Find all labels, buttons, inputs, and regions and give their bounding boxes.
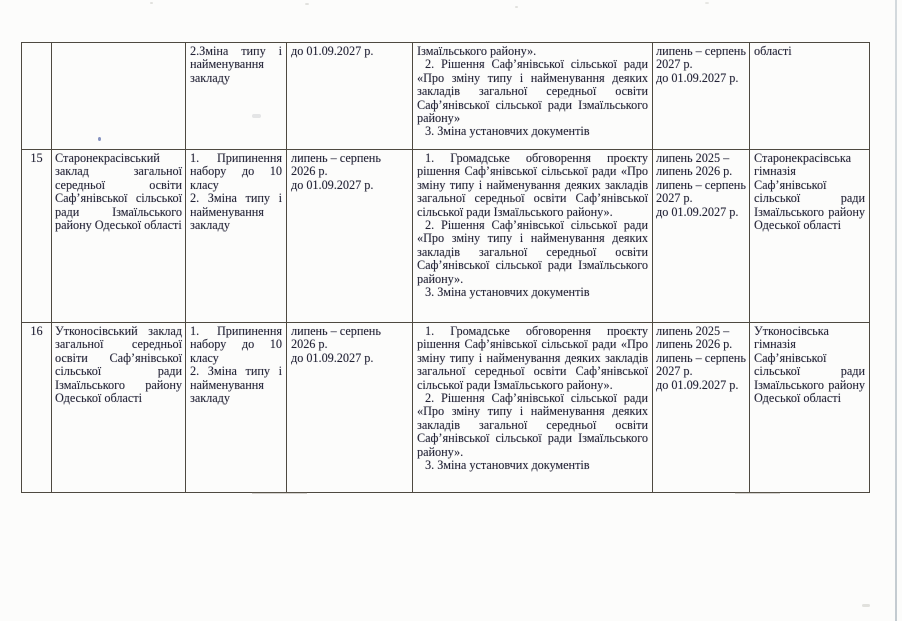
action-item: 1. Припинення набору до 10 класу (190, 151, 282, 192)
date-item: до 01.09.2027 р. (291, 350, 374, 365)
procedure-cell (413, 43, 653, 150)
table-row (22, 323, 870, 493)
date-item: липень – серпень 2027 р. (656, 44, 746, 72)
row-number-cell (22, 323, 52, 493)
actions-cell (186, 43, 287, 150)
date-item: до 01.09.2027 р. (291, 177, 374, 192)
procedure-cell (413, 150, 653, 323)
scan-speck (98, 137, 101, 141)
procedure-item: 2. Рішення Саф’янівської сільської ради «Про зміну типу і найменування деяких закладів загальної середньої освіти Саф’янівської сільської ради Ізмаїльського району» (417, 57, 648, 126)
scan-smudge (862, 604, 870, 607)
school-name: Утконосівський заклад загальної середньої освіти Саф’янівської сільської ради Ізмаїльського району Одеської області (55, 324, 182, 406)
procedure-item: 1. Громадське обговорення проєкту рішення Саф’янівської сільської ради «Про зміну типу і найменування деяких закладів загальної середньої освіти Саф’янівської сільської ради Ізмаїльського району». (417, 151, 648, 219)
result-name: області (754, 44, 792, 58)
date-item: до 01.09.2027 р. (656, 204, 739, 219)
date-item: до 01.09.2027 р. (656, 70, 739, 85)
result-cell (750, 150, 870, 323)
action-item: 2. Зміна типу і найменування закладу (190, 364, 282, 406)
action-dates-cell (287, 43, 413, 150)
schools-reorganization-table (21, 42, 870, 493)
procedure-item: 1. Громадське обговорення проєкту рішення Саф’янівської сільської ради «Про зміну типу і найменування деяких закладів загальної середньої освіти Саф’янівської сільської ради Ізмаїльського району». (417, 324, 648, 392)
procedure-item: 2. Рішення Саф’янівської сільської ради «Про зміну типу і найменування деяких закладів загальної середньої освіти Саф’янівської сільської ради Ізмаїльського району». (417, 391, 648, 459)
result-name: Старонекрасівська гімназія Саф’янівської сільської ради Ізмаїльського району Одеської області (754, 151, 865, 233)
school-name-cell (52, 323, 186, 493)
table-row (22, 43, 870, 150)
date-item: липень – серпень 2026 р. (291, 151, 381, 179)
procedure-cell (413, 323, 653, 493)
row-number: 16 (30, 324, 43, 338)
date-item: липень 2025 – липень 2026 р. (656, 151, 733, 179)
scan-speck (705, 2, 709, 4)
date-item: липень – серпень 2027 р. (656, 177, 746, 206)
procedure-dates-cell (653, 43, 750, 150)
school-name-cell (52, 150, 186, 323)
row-number-cell (22, 43, 52, 150)
date-item: до 01.09.2027 р. (656, 377, 739, 392)
school-name-cell (52, 43, 186, 150)
table-row (22, 150, 870, 323)
scan-smudge (252, 114, 261, 118)
date-item: липень – серпень 2026 р. (291, 324, 381, 352)
procedure-item: Ізмаїльського району». (417, 44, 537, 58)
action-dates-cell (287, 323, 413, 493)
actions-cell (186, 150, 287, 323)
date-item: липень – серпень 2027 р. (656, 350, 746, 379)
scan-speck (150, 2, 153, 4)
school-name: Старонекрасівський заклад загальної середньої освіти Саф’янівської сільської ради Ізмаїльського району Одеської області (55, 151, 182, 233)
procedure-item: 3. Зміна установчих документів (425, 124, 590, 139)
result-cell (750, 43, 870, 150)
row-number-cell (22, 150, 52, 323)
scan-smudge (252, 492, 307, 494)
date-item: до 01.09.2027 р. (291, 44, 374, 58)
date-item: липень 2025 – липень 2026 р. (656, 324, 733, 352)
scan-speck (515, 6, 518, 8)
action-item: 1. Припинення набору до 10 класу (190, 324, 282, 365)
procedure-item: 2. Рішення Саф’янівської сільської ради «Про зміну типу і найменування деяких закладів загальної середньої освіти Саф’янівської сільської ради Ізмаїльського району». (417, 218, 648, 286)
action-item: 2. Зміна типу і найменування закладу (190, 191, 282, 233)
action-item: 2.Зміна типу і найменування закладу (190, 44, 282, 85)
scan-edge-line (895, 0, 897, 621)
scan-speck (305, 3, 309, 5)
scan-smudge (560, 96, 567, 99)
result-name: Утконосівська гімназія Саф’янівської сільської ради Ізмаїльського району Одеської області (754, 324, 865, 406)
actions-cell (186, 323, 287, 493)
procedure-item: 3. Зміна установчих документів (425, 285, 590, 300)
row-number: 15 (30, 151, 43, 165)
action-dates-cell (287, 150, 413, 323)
procedure-dates-cell (653, 150, 750, 323)
procedure-dates-cell (653, 323, 750, 493)
result-cell (750, 323, 870, 493)
scan-smudge (735, 492, 780, 494)
procedure-item: 3. Зміна установчих документів (425, 458, 590, 473)
